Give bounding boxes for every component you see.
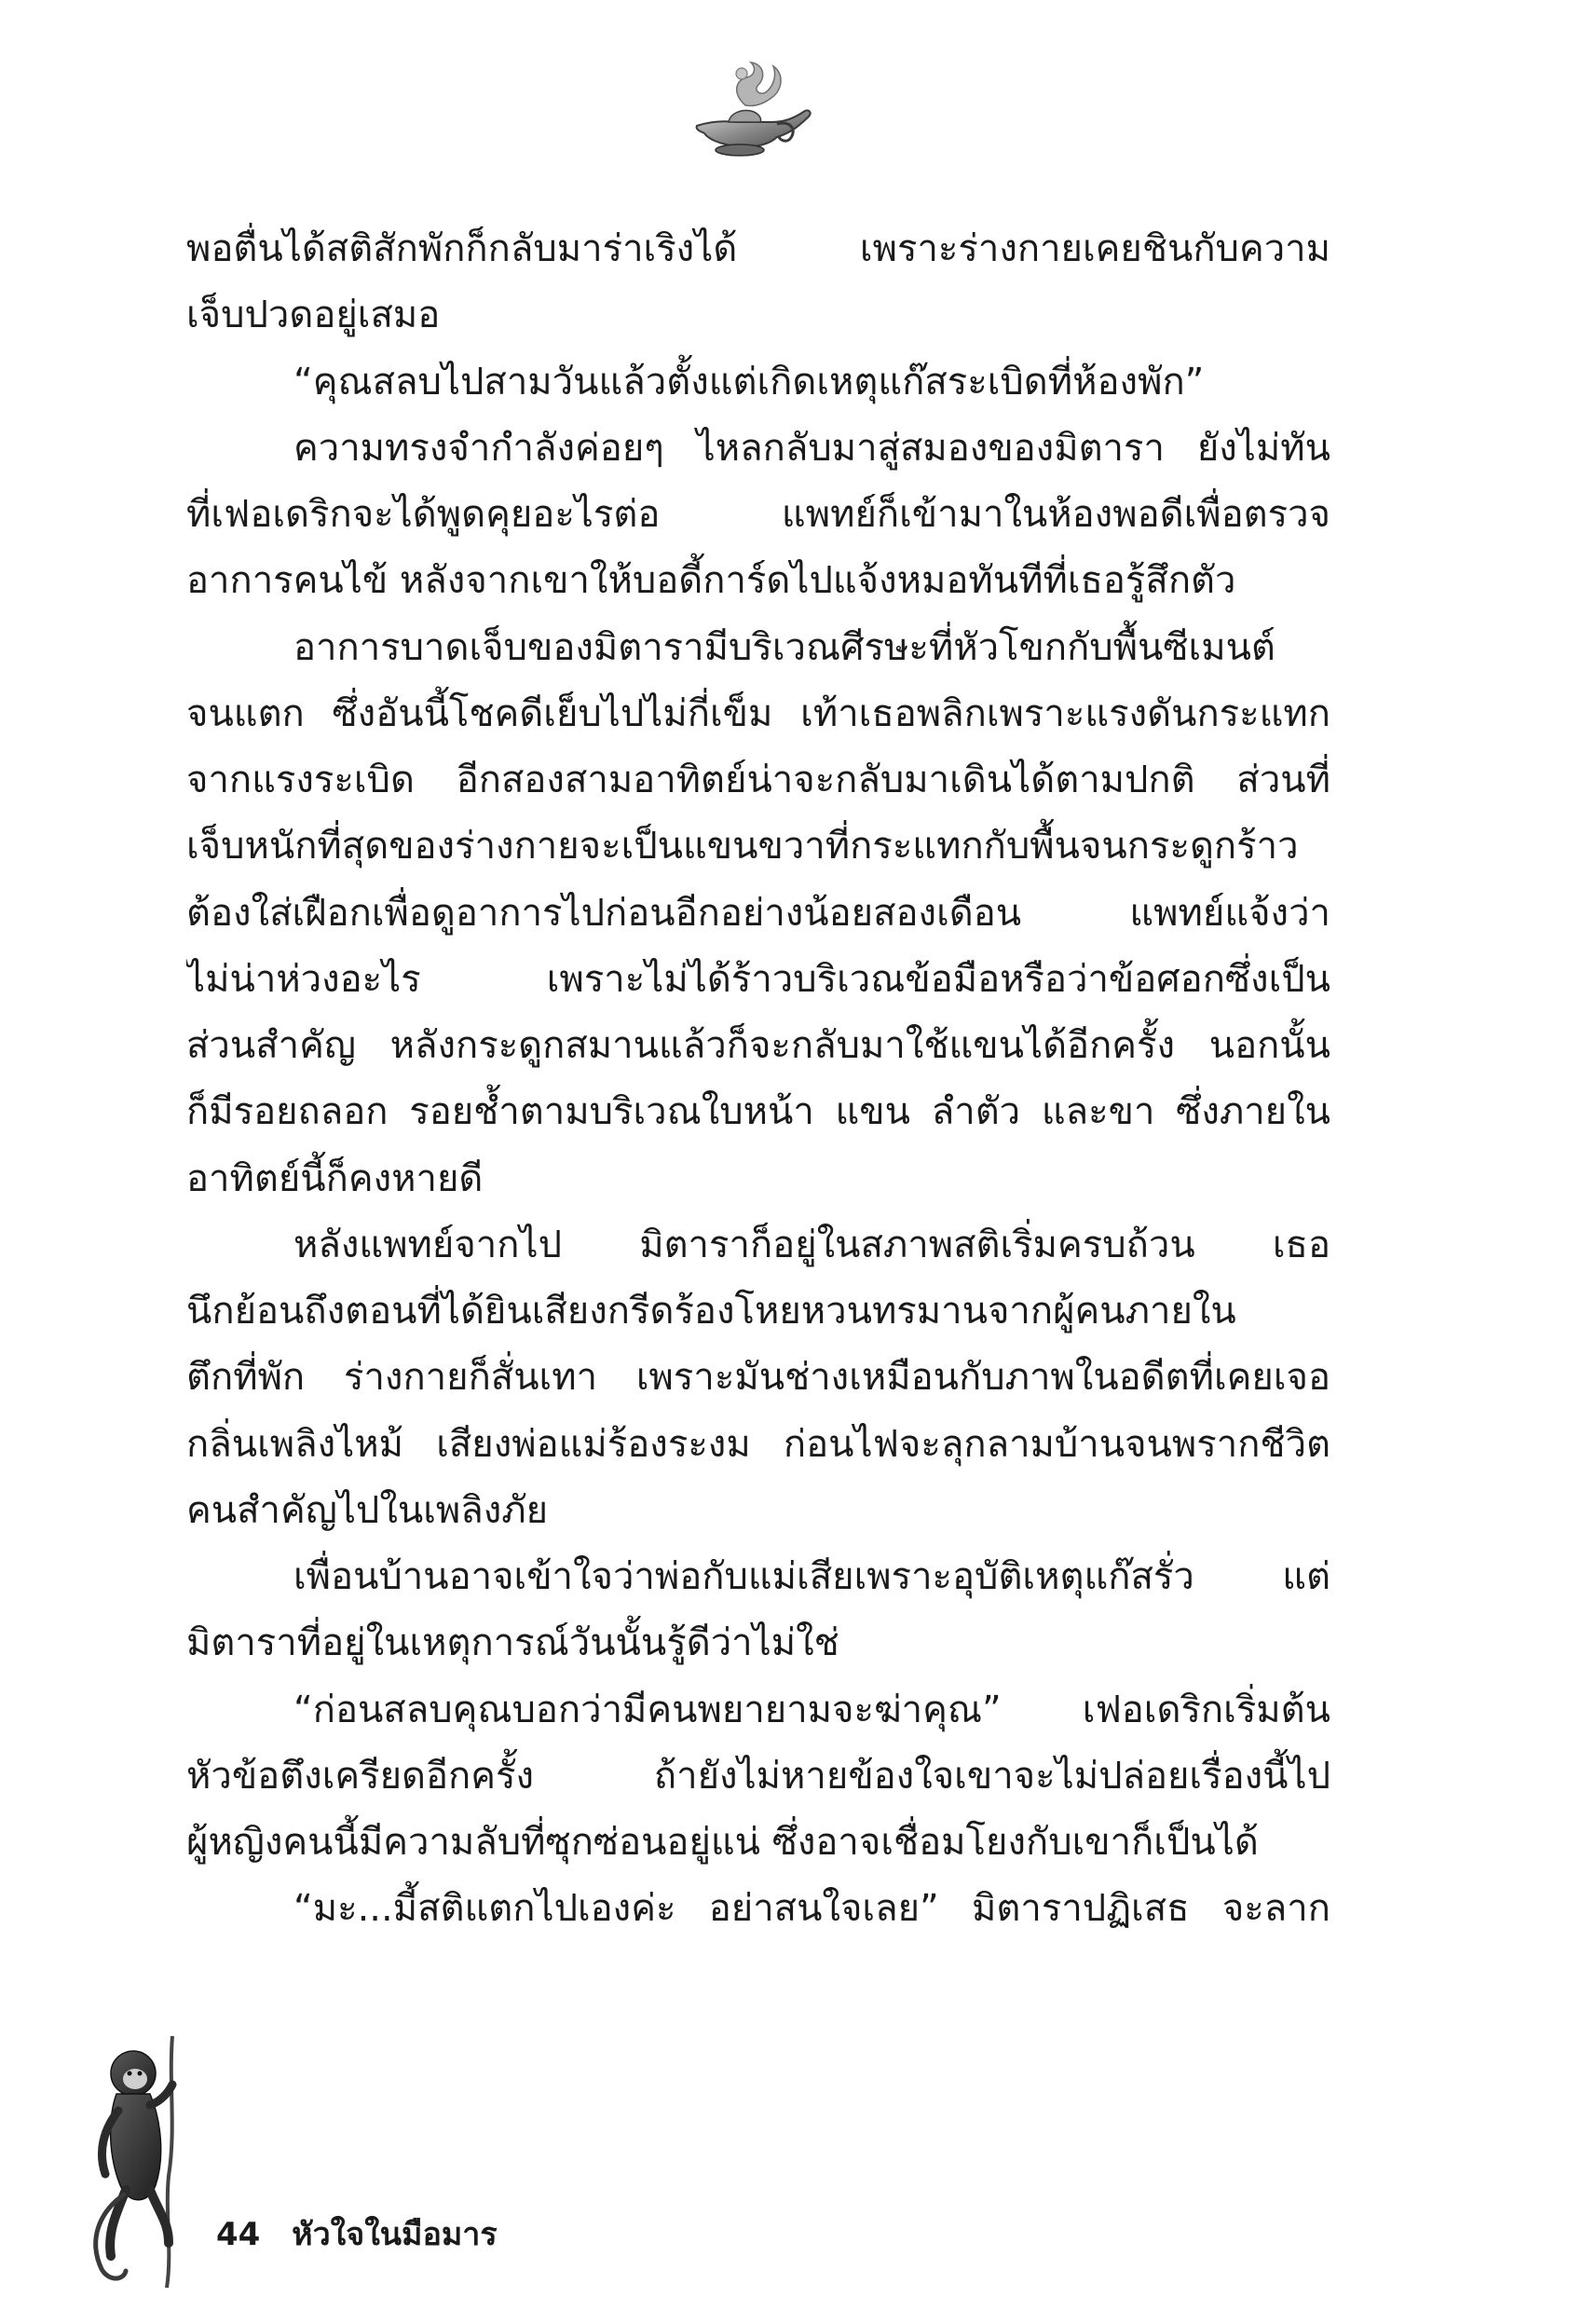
text-line: ต้องใส่เฝือกเพื่อดูอาการไปก่อนอีกอย่างน้อยสองเดือน แพทย์แจ้งว่า: [186, 891, 1330, 935]
text-line: เพื่อนบ้านอาจเข้าใจว่าพ่อกับแม่เสียเพราะอุบัติเหตุแก๊สรั่ว แต่: [293, 1555, 1330, 1598]
genie-lamp-icon: [680, 51, 820, 163]
monkey-icon: [79, 2036, 200, 2288]
text-line: จนแตก ซึ่งอันนี้โชคดีเย็บไปไม่กี่เข็ม เท้าเธอพลิกเพราะแรงดันกระแทก: [186, 691, 1330, 735]
text-line: คนสำคัญไปในเพลิงภัย: [186, 1488, 549, 1532]
page-number: 44: [216, 2216, 261, 2253]
text-line: หัวข้อตึงเครียดอีกครั้ง ถ้ายังไม่หายข้องใจเขาจะไม่ปล่อยเรื่องนี้ไป: [186, 1754, 1330, 1798]
text-line: ผู้หญิงคนนี้มีความลับที่ซุกซ่อนอยู่แน่ ซึ่งอาจเชื่อมโยงกับเขาก็เป็นได้: [186, 1821, 1259, 1864]
text-line: เจ็บปวดอยู่เสมอ: [186, 294, 441, 337]
text-line: “ก่อนสลบคุณบอกว่ามีคนพยายามจะฆ่าคุณ” เฟอเดริกเริ่มต้น: [293, 1688, 1330, 1731]
page-footer: [216, 2208, 498, 2259]
text-line: อาการบาดเจ็บของมิตารามีบริเวณศีรษะที่หัวโขกกับพื้นซีเมนต์: [293, 625, 1275, 669]
text-line: ส่วนสำคัญ หลังกระดูกสมานแล้วก็จะกลับมาใช้แขนได้อีกครั้ง นอกนั้น: [186, 1024, 1330, 1067]
text-line: นึกย้อนถึงตอนที่ได้ยินเสียงกรีดร้องโหยหวนทรมานจากผู้คนภายใน: [186, 1290, 1236, 1333]
book-title: หัวใจในมือมาร: [292, 2216, 498, 2253]
text-line: ที่เฟอเดริกจะได้พูดคุยอะไรต่อ แพทย์ก็เข้ามาในห้องพอดีเพื่อตรวจ: [186, 493, 1330, 536]
text-line: จากแรงระเบิด อีกสองสามอาทิตย์น่าจะกลับมาเดินได้ตามปกติ ส่วนที่: [186, 759, 1330, 801]
text-line: อาการคนไข้ หลังจากเขาให้บอดี้การ์ดไปแจ้งหมอทันทีที่เธอรู้สึกตัว: [186, 559, 1236, 603]
text-line: ก็มีรอยถลอก รอยช้ำตามบริเวณใบหน้า แขน ลำตัว และขา ซึ่งภายใน: [186, 1090, 1330, 1134]
body-text: [186, 216, 1330, 1943]
text-line: ความทรงจำกำลังค่อยๆ ไหลกลับมาสู่สมองของมิตารา ยังไม่ทัน: [293, 426, 1330, 470]
text-line: หลังแพทย์จากไป มิตาราก็อยู่ในสภาพสติเริ่มครบถ้วน เธอ: [293, 1223, 1330, 1266]
text-line: อาทิตย์นี้ก็คงหายดี: [186, 1156, 484, 1200]
text-line: มิตาราที่อยู่ในเหตุการณ์วันนั้นรู้ดีว่าไม่ใช่: [186, 1621, 839, 1665]
text-line: ตึกที่พัก ร่างกายก็สั่นเทา เพราะมันช่างเหมือนกับภาพในอดีตที่เคยเจอ: [186, 1356, 1330, 1400]
text-line: เจ็บหนักที่สุดของร่างกายจะเป็นแขนขวาที่กระแทกกับพื้นจนกระดูกร้าว: [186, 825, 1299, 868]
text-line: กลิ่นเพลิงไหม้ เสียงพ่อแม่ร้องระงม ก่อนไฟจะลุกลามบ้านจนพรากชีวิต: [186, 1422, 1330, 1466]
text-line: “คุณสลบไปสามวันแล้วตั้งแต่เกิดเหตุแก๊สระเบิดที่ห้องพัก”: [293, 360, 1205, 403]
text-line: ไม่น่าห่วงอะไร เพราะไม่ได้ร้าวบริเวณข้อมือหรือว่าข้อศอกซึ่งเป็น: [186, 957, 1330, 1001]
text-line: “มะ...มี้สติแตกไปเองค่ะ อย่าสนใจเลย” มิตาราปฏิเสธ จะลาก: [293, 1887, 1330, 1931]
text-line: พอตื่นได้สติสักพักก็กลับมาร่าเริงได้ เพราะร่างกายเคยชินกับความ: [186, 227, 1330, 270]
